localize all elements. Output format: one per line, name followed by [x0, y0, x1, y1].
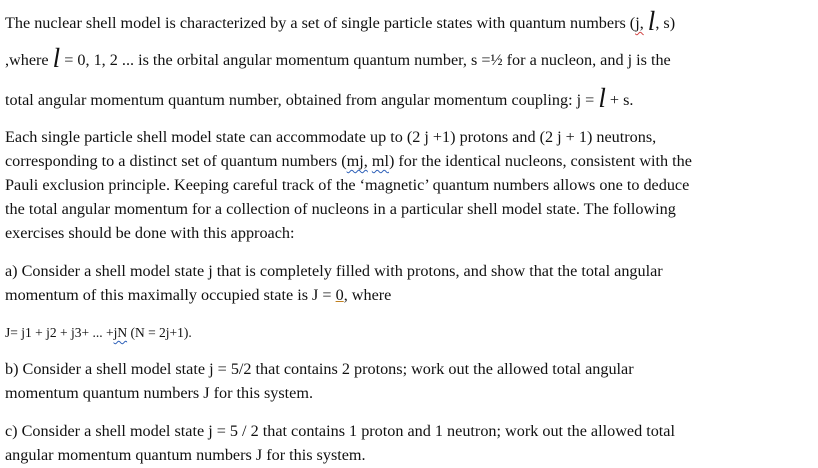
p2-line-3: Pauli exclusion principle. Keeping careful track of the ‘magnetic’ quantum numbers allows one to deduce — [5, 176, 690, 194]
part-a-line-2-end: , where — [343, 286, 392, 304]
part-a-line-2-text: momentum of this maximally occupied state is J = — [5, 286, 336, 304]
sum-equation-n: (N = 2j+1). — [127, 325, 192, 340]
sum-equation — [5, 322, 192, 343]
total-j-zero: 0 — [335, 286, 344, 304]
p2-line-2-start: corresponding to a distinct set of quantum numbers ( — [5, 152, 347, 170]
orbital-l-symbol: l — [52, 43, 61, 73]
magnetic-ml: ml — [371, 152, 389, 170]
p1-line-2-text: = 0, 1, 2 ... is the orbital angular momentum quantum number, s =½ for a nucleon, and j is the — [60, 51, 671, 69]
p2-line-1: Each single particle shell model state can accommodate up to (2 j +1) protons and (2 j + 1) neutrons, — [5, 128, 657, 146]
p1-line-2 — [5, 43, 671, 73]
part-a-line-2 — [5, 285, 391, 305]
p2-line-2-end: ) for the identical nucleons, consistent with the — [388, 152, 692, 170]
p1-line-3 — [5, 83, 634, 113]
magnetic-mj: mj, — [346, 152, 368, 170]
p1-line-1-end: , s) — [655, 14, 676, 32]
part-c-line-1: c) Consider a shell model state j = 5 / 2 that contains 1 proton and 1 neutron; work out the allowed total — [5, 422, 675, 440]
sum-equation-jn: jN — [113, 325, 128, 340]
part-a-line-1: a) Consider a shell model state j that is completely filled with protons, and show that the total angular — [5, 262, 663, 280]
p2-line-4: the total angular momentum for a collection of nucleons in a particular shell model state. The following — [5, 200, 676, 218]
p1-line-3-text: total angular momentum quantum number, obtained from angular momentum coupling: j = — [5, 91, 599, 109]
part-b-line-1: b) Consider a shell model state j = 5/2 that contains 2 protons; work out the allowed total angular — [5, 360, 634, 378]
quantum-number-l: l — [647, 6, 656, 36]
p2-line-2 — [5, 151, 692, 171]
part-b-line-2: momentum quantum numbers J for this system. — [5, 384, 313, 402]
sum-equation-terms: J= j1 + j2 + j3+ ... + — [5, 325, 114, 340]
quantum-number-j: j, — [635, 14, 644, 32]
part-c-line-2: angular momentum quantum numbers J for this system. — [5, 446, 366, 464]
p1-line-1 — [5, 6, 676, 36]
p1-line-3-end: + s. — [605, 91, 634, 109]
p1-line-1-text: The nuclear shell model is characterized by a set of single particle states with quantum numbers ( — [5, 14, 636, 32]
p1-line-2-start: ,where — [5, 51, 53, 69]
coupling-l-symbol: l — [598, 83, 606, 113]
p2-line-5: exercises should be done with this approach: — [5, 224, 295, 242]
